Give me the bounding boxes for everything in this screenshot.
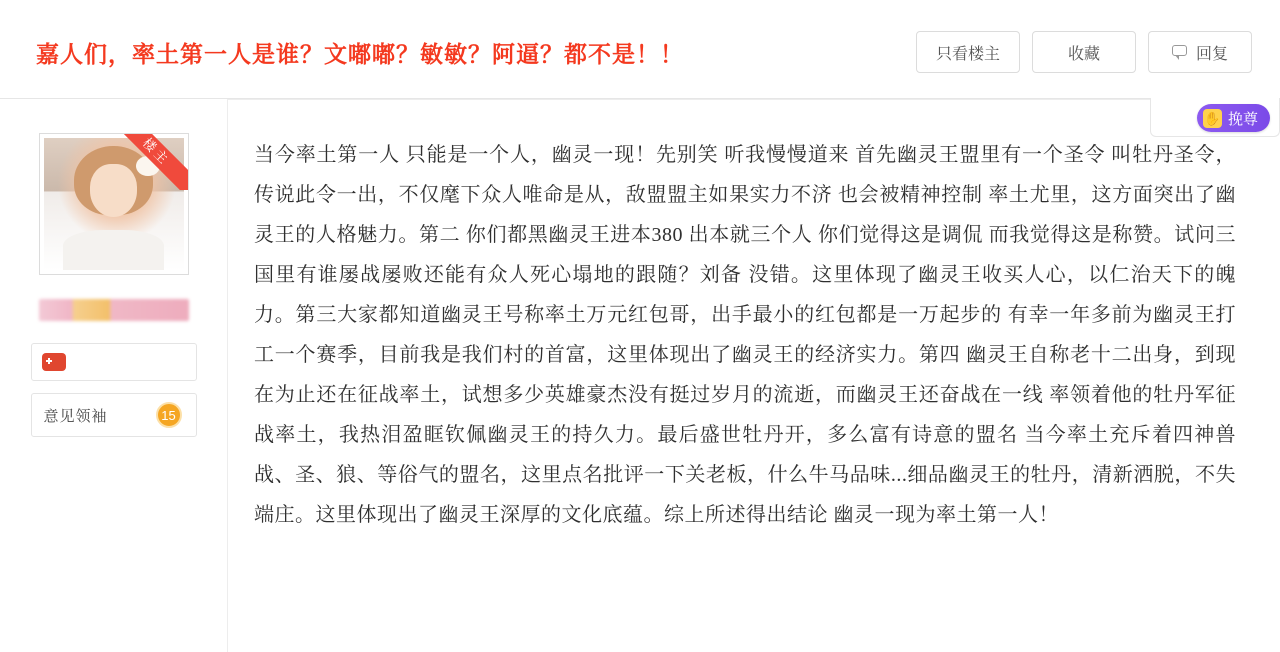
post-body (0, 99, 1280, 652)
divider (228, 99, 1280, 100)
favorite-button[interactable] (1032, 31, 1136, 73)
author-ribbon (114, 134, 188, 190)
post-content-panel (228, 99, 1280, 652)
level-badge: 15 (156, 402, 182, 428)
avatar[interactable] (39, 133, 189, 275)
page-title: 嘉人们，率土第一人是谁？文嘟嘟？敏敏？阿逼？都不是！！ (36, 41, 684, 67)
reply-label: 回复 (1195, 45, 1228, 63)
favorite-label: 收藏 (1067, 45, 1100, 63)
badge-label: 意见领袖 (43, 407, 108, 425)
status-badge (31, 393, 197, 437)
post-widgets (1150, 98, 1280, 137)
author-panel (0, 99, 228, 652)
only-author-button[interactable] (916, 31, 1020, 73)
username-masked (39, 299, 189, 321)
reply-button[interactable] (1148, 31, 1252, 73)
honor-label: 挽尊 (1227, 110, 1258, 128)
post-text: 当今率土第一人 只能是一个人，幽灵一现！先别笑 听我慢慢道来 首先幽灵王盟里有一个圣令 叫牡丹圣令，传说此令一出，不仅麾下众人唯命是从，敌盟盟主如果实力不济 也会被精神控制 率土尤里，这方面突出了幽灵王的人格魅力。第二 你们都黑幽灵王进本380 出本就三个人 你们觉得这是调侃 而我觉得这是称赞。试问三国里有谁屡战屡败还能有众人死心塌地的跟随？刘备 没错。这里体现了幽灵王收买人心，以仁治天下的魄力。第三大家都知道幽灵王号称率土万元红包哥，出手最小的红包都是一万起步的 有幸一年多前为幽灵王打工一个赛季，目前我是我们村的首富，这里体现出了幽灵王的经济实力。第四 幽灵王自称老十二出身，到现在为止还在征战率土，试想多少英雄豪杰没有挺过岁月的流逝，而幽灵王还奋战在一线 率领着他的牡丹军征战率土，我热泪盈眶钦佩幽灵王的持久力。最后盛世牡丹开，多么富有诗意的盟名 当今率土充斥着四神兽 战、圣、狼、等俗气的盟名，这里点名批评一下关老板，什么牛马品味...细品幽灵王的牡丹，清新洒脱，不失端庄。这里体现出了幽灵王深厚的文化底蕴。综上所述得出结论 幽灵一现为率土第一人！ (254, 144, 1236, 526)
game-controller-icon (42, 353, 66, 371)
header-actions (916, 31, 1252, 73)
reply-bubble-icon (1172, 45, 1189, 59)
game-tag-box[interactable] (31, 343, 197, 381)
only-author-label: 只看楼主 (935, 45, 1000, 63)
author-ribbon-label: 楼主 (114, 134, 188, 190)
honor-button[interactable] (1197, 104, 1270, 132)
hand-icon: ✋ (1204, 110, 1221, 126)
thread-header (0, 0, 1280, 99)
